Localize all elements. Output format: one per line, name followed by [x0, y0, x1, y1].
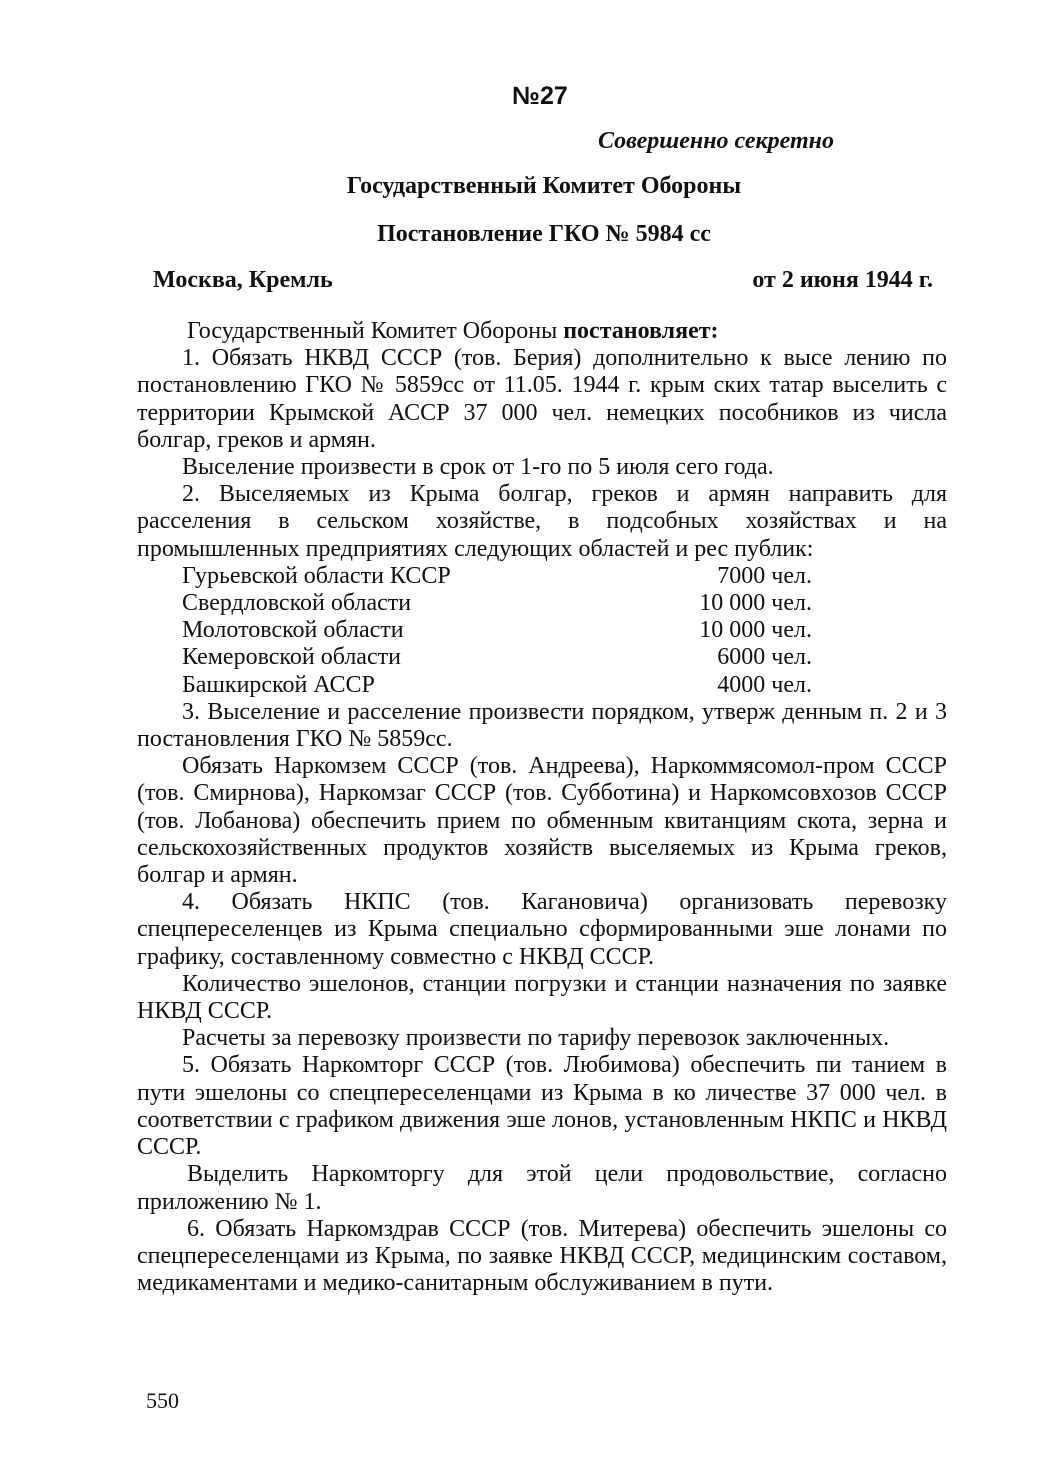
distribution-count: 10 000 чел.	[699, 617, 812, 644]
paragraph-5-allocation: Выделить Наркомторгу для этой цели продовольствие, согласно приложению № 1.	[137, 1161, 947, 1215]
distribution-count: 4000 чел.	[717, 671, 812, 698]
paragraph-2: 2. Выселяемых из Крыма болгар, греков и армян направить для расселения в сельском хозяйстве, в подсобных хозяйствах и на промышленных предприятиях следующих областей и рес публик:	[137, 481, 947, 562]
paragraph-6: 6. Обязать Наркомздрав СССР (тов. Митерева) обеспечить эшелоны со спецпереселенцами из Крыма, по заявке НКВД СССР, медицинским составом, медикаментами и медико-санитарным обслуживанием в пути.	[137, 1215, 947, 1297]
issue-date: от 2 июня 1944 г.	[752, 267, 933, 293]
paragraph-4-trains: Количество эшелонов, станции погрузки и станции назначения по заявке НКВД СССР.	[137, 970, 947, 1025]
distribution-count: 6000 чел.	[717, 644, 812, 671]
paragraph-3: 3. Выселение и расселение произвести порядком, утверж денным п. 2 и 3 постановления ГКО № 5859сс.	[137, 698, 947, 753]
issue-place: Москва, Кремль	[153, 267, 333, 293]
classification-label: Совершенно секретно	[597, 128, 834, 154]
distribution-region: Молотовской области	[182, 617, 404, 644]
distribution-row	[137, 617, 812, 644]
document-number: №27	[512, 82, 568, 110]
intro-resolves: постановляет:	[563, 318, 719, 344]
distribution-row	[137, 644, 812, 671]
paragraph-5: 5. Обязать Наркомторг СССР (тов. Любимова) обеспечить пи танием в пути эшелоны со спецпереселенцами из Крыма в ко личестве 37 000 чел. в соответствии с графиком движения эше лонов, установленным НКПС и НКВД СССР.	[137, 1052, 947, 1161]
decree-title: Постановление ГКО № 5984 сс	[377, 221, 711, 247]
paragraph-4: 4. Обязать НКПС (тов. Кагановича) организовать перевозку спецпереселенцев из Крыма специально сформированными эше лонами по графику, составленному совместно с НКВД СССР.	[137, 889, 947, 970]
distribution-count: 10 000 чел.	[699, 590, 812, 617]
paragraph-1: 1. Обязать НКВД СССР (тов. Берия) дополнительно к высе лению по постановлению ГКО № 5859сс от 11.05. 1944 г. крым ских татар выселить с территории Крымской АССР 37 000 чел. немецких пособников из числа болгар, греков и армян.	[137, 345, 947, 453]
paragraph-1-deadline: Выселение произвести в срок от 1-го по 5 июля сего года.	[182, 454, 774, 481]
distribution-region: Гурьевской области КССР	[182, 562, 451, 589]
distribution-row	[137, 590, 812, 617]
intro-text: Государственный Комитет Обороны	[187, 318, 564, 344]
distribution-region: Башкирской АССР	[182, 671, 375, 698]
paragraph-3-obligation: Обязать Наркомзем СССР (тов. Андреева), Наркоммясомол-пром СССР (тов. Смирнова), Наркомзаг СССР (тов. Субботина) и Наркомсовхозов СССР (тов. Лобанова) обеспечить прием по обменным квитанциям скота, зерна и сельскохозяйственных продуктов хозяйств выселяемых из Крыма греков, болгар и армян.	[137, 753, 947, 889]
paragraph-4-payment: Расчеты за перевозку произвести по тарифу перевозок заключенных.	[182, 1025, 890, 1052]
distribution-region: Кемеровской области	[182, 644, 401, 671]
page-number: 550	[146, 1388, 179, 1413]
distribution-region: Свердловской области	[182, 590, 412, 617]
issuing-body-title: Государственный Комитет Обороны	[346, 173, 742, 199]
distribution-count: 7000 чел.	[717, 562, 812, 589]
intro-paragraph	[137, 318, 947, 345]
decree-body	[137, 318, 947, 1297]
distribution-row	[137, 563, 812, 590]
distribution-row	[137, 672, 812, 699]
